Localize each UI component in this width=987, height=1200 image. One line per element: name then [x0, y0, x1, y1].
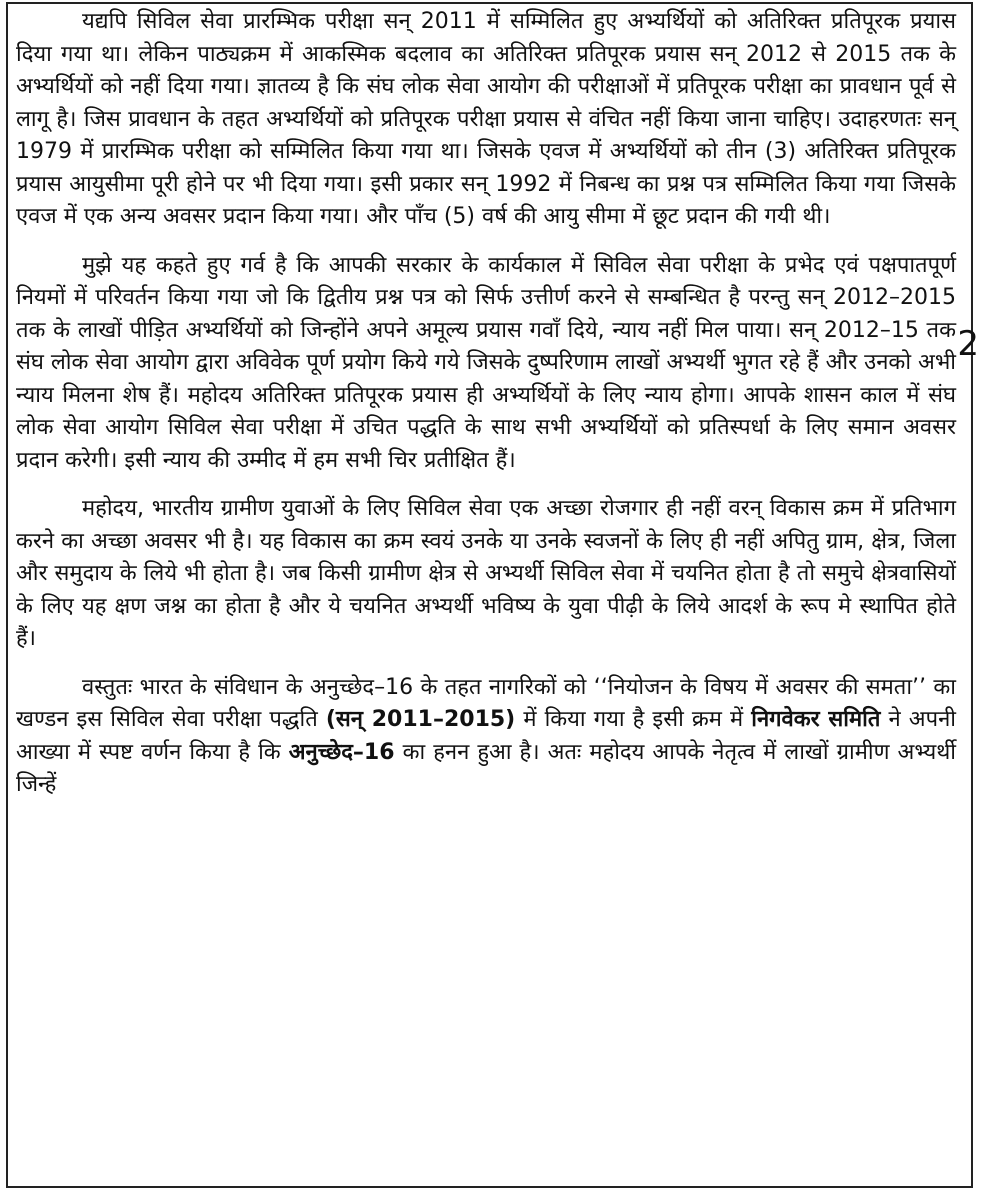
- paragraph-2: [16, 250, 956, 478]
- document-body: [16, 6, 956, 802]
- bold-text-committee: निगवेकर समिति: [751, 707, 881, 732]
- paragraph-text: में किया गया है इसी क्रम में: [515, 707, 752, 732]
- bold-text-period: (सन् 2011–2015): [325, 707, 516, 732]
- page-number: 2: [957, 324, 979, 364]
- paragraph-text: यद्यपि सिविल सेवा प्रारम्भिक परीक्षा सन् 2011 में सम्मिलित हुए अभ्यर्थियों को अतिरिक्त प्रतिपूरक प्रयास दिया गया था। लेकिन पाठ्यक्रम में आकस्मिक बदलाव का अतिरिक्त प्रतिपूरक प्रयास सन् 2012 से 2015 तक के अभ्यर्थियों को नहीं दिया गया। ज्ञातव्य है कि संघ लोक सेवा आयोग की परीक्षाओं में प्रतिपूरक परीक्षा का प्रावधान पूर्व से लागू है। जिस प्रावधान के तहत अभ्यर्थियों को प्रतिपूरक परीक्षा प्रयास से वंचित नहीं किया जाना चाहिए। उदाहरणतः सन् 1979 में प्रारम्भिक परीक्षा को सम्मिलित किया गया था। जिसके एवज में अभ्यर्थियों को तीन (3) अतिरिक्त प्रतिपूरक प्रयास आयुसीमा पूरी होने पर भी दिया गया। इसी प्रकार सन् 1992 में निबन्ध का प्रश्न पत्र सम्मिलित किया गया जिसके एवज में एक अन्य अवसर प्रदान किया गया। और पाँच (5) वर्ष की आयु सीमा में छूट प्रदान की गयी थी।: [16, 9, 956, 229]
- paragraph-4: [16, 672, 956, 802]
- paragraph-3: [16, 493, 956, 656]
- paragraph-text: का हनन हुआ है। अतः महोदय आपके नेतृत्व में लाखों ग्रामीण अभ्यर्थी जिन्हें: [16, 739, 956, 797]
- paragraph-text: ने अपनी आख्या में स्पष्ट वर्णन किया है कि: [16, 707, 956, 765]
- paragraph-text: मुझे यह कहते हुए गर्व है कि आपकी सरकार के कार्यकाल में सिविल सेवा परीक्षा के प्रभेद एवं पक्षपातपूर्ण नियमों में परिवर्तन किया गया जो कि द्वितीय प्रश्न पत्र को सिर्फ उत्तीर्ण करने से सम्बन्धित है परन्तु सन् 2012–2015 तक के लाखों पीड़ित अभ्यर्थियों को जिन्होंने अपने अमूल्य प्रयास गवाँ दिये, न्याय नहीं मिल पाया। सन् 2012–15 तक संघ लोक सेवा आयोग द्वारा अविवेक पूर्ण प्रयोग किये गये जिसके दुष्परिणाम लाखों अभ्यर्थी भुगत रहे हैं और उनको अभी न्याय मिलना शेष हैं। महोदय अतिरिक्त प्रतिपूरक प्रयास ही अभ्यर्थियों के लिए न्याय होगा। आपके शासन काल में संघ लोक सेवा आयोग सिविल सेवा परीक्षा में उचित पद्धति के साथ सभी अभ्यर्थियों को प्रतिस्पर्धा के लिए समान अवसर प्रदान करेगी। इसी न्याय की उम्मीद में हम सभी चिर प्रतीक्षित हैं।: [16, 252, 956, 473]
- paragraph-1: [16, 6, 956, 234]
- bold-text-article: अनुच्छेद–16: [288, 739, 395, 765]
- paragraph-text: महोदय, भारतीय ग्रामीण युवाओं के लिए सिविल सेवा एक अच्छा रोजगार ही नहीं वरन् विकास क्रम में प्रतिभाग करने का अच्छा अवसर भी है। यह विकास का क्रम स्वयं उनके या उनके स्वजनों के लिए ही नहीं अपितु ग्राम, क्षेत्र, जिला और समुदाय के लिये भी होता है। जब किसी ग्रामीण क्षेत्र से अभ्यर्थी सिविल सेवा में चयनित होता है तो समुचे क्षेत्रवासियों के लिए यह क्षण जश्न का होता है और ये चयनित अभ्यर्थी भविष्य के युवा पीढ़ी के लिये आदर्श के रूप मे स्थापित होते हैं।: [16, 496, 956, 651]
- paragraph-text: वस्तुतः भारत के संविधान के अनुच्छेद–16 के तहत नागरिकों को ‘‘नियोजन के विषय में अवसर की समता’’ का खण्डन इस सिविल सेवा परीक्षा पद्धति: [16, 674, 956, 732]
